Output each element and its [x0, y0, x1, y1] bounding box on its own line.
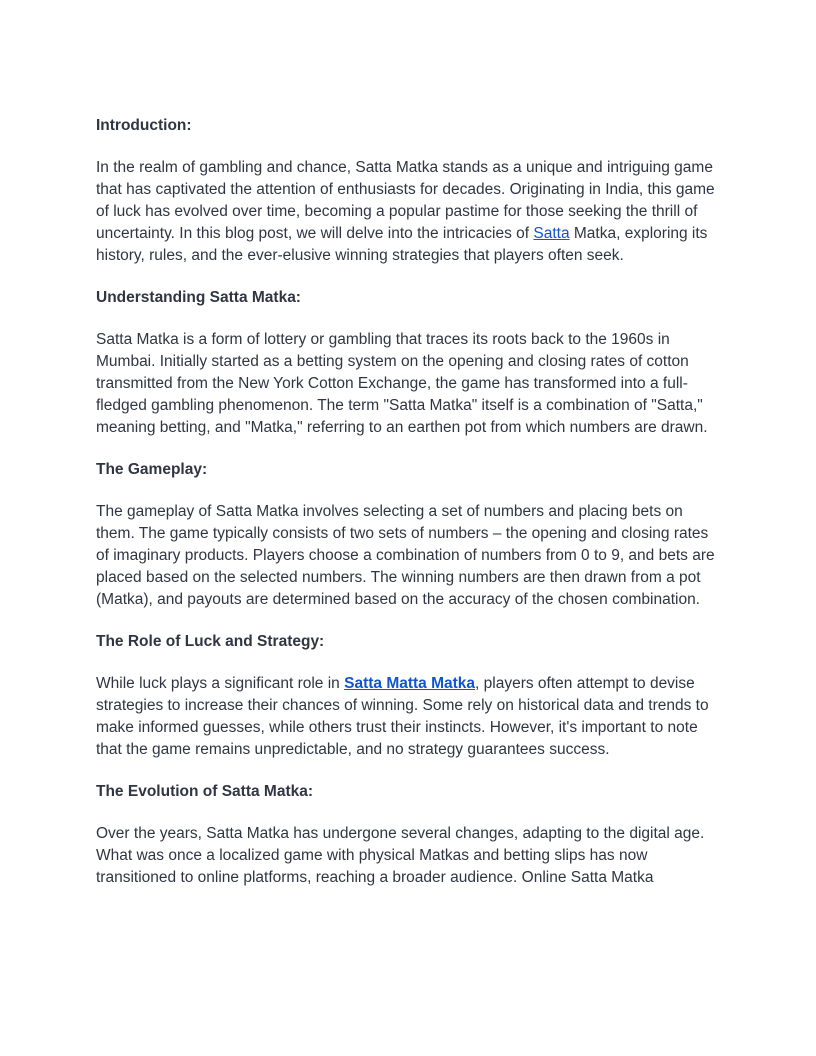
heading-luck-strategy: The Role of Luck and Strategy: [96, 633, 325, 650]
paragraph-text: , players often attempt to devise strategies to increase their chances of winning. Some rely on historical data and trends to make informed guesses, while others trust their instincts. However, it's important to note that the game remains unpredictable, and no strategy guarantees success. [96, 675, 709, 758]
paragraph-text: Matka, exploring its history, rules, and the ever-elusive winning strategies that players often seek. [96, 225, 708, 264]
heading-evolution: The Evolution of Satta Matka: [96, 783, 314, 800]
paragraph-understanding: Satta Matka is a form of lottery or gambling that traces its roots back to the 1960s in Mumbai. Initially started as a betting system on the opening and closing rates of cotton transmitted from the New York Cotton Exchange, the game has transformed into a full-fledged gambling phenomenon. The term "Satta Matka" itself is a combination of "Satta," meaning betting, and "Matka," referring to an earthen pot from which numbers are drawn. [96, 331, 708, 436]
paragraph-text: While luck plays a significant role in [96, 675, 345, 692]
paragraph-luck-strategy [96, 673, 720, 761]
paragraph-evolution: Over the years, Satta Matka has undergone several changes, adapting to the digital age. What was once a localized game with physical Matkas and betting slips has now transitioned to online platforms, reaching a broader audience. Online Satta Matka [96, 825, 705, 886]
paragraph-introduction [96, 157, 720, 267]
paragraph-gameplay: The gameplay of Satta Matka involves selecting a set of numbers and placing bets on them. The game typically consists of two sets of numbers – the opening and closing rates of imaginary products. Players choose a combination of numbers from 0 to 9, and bets are placed based on the selected numbers. The winning numbers are then drawn from a pot (Matka), and payouts are determined based on the accuracy of the chosen combination. [96, 503, 715, 608]
satta-link[interactable]: Satta [533, 225, 570, 242]
heading-understanding: Understanding Satta Matka: [96, 289, 301, 306]
heading-gameplay: The Gameplay: [96, 461, 208, 478]
satta-matta-matka-link[interactable]: Satta Matta Matka [344, 675, 476, 692]
heading-introduction: Introduction: [96, 117, 192, 134]
paragraph-text: In the realm of gambling and chance, Satta Matka stands as a unique and intriguing game that has captivated the attention of enthusiasts for decades. Originating in India, this game of luck has evolved over time, becoming a popular pastime for those seeking the thrill of uncertainty. In this blog post, we will delve into the intricacies of [96, 159, 715, 242]
